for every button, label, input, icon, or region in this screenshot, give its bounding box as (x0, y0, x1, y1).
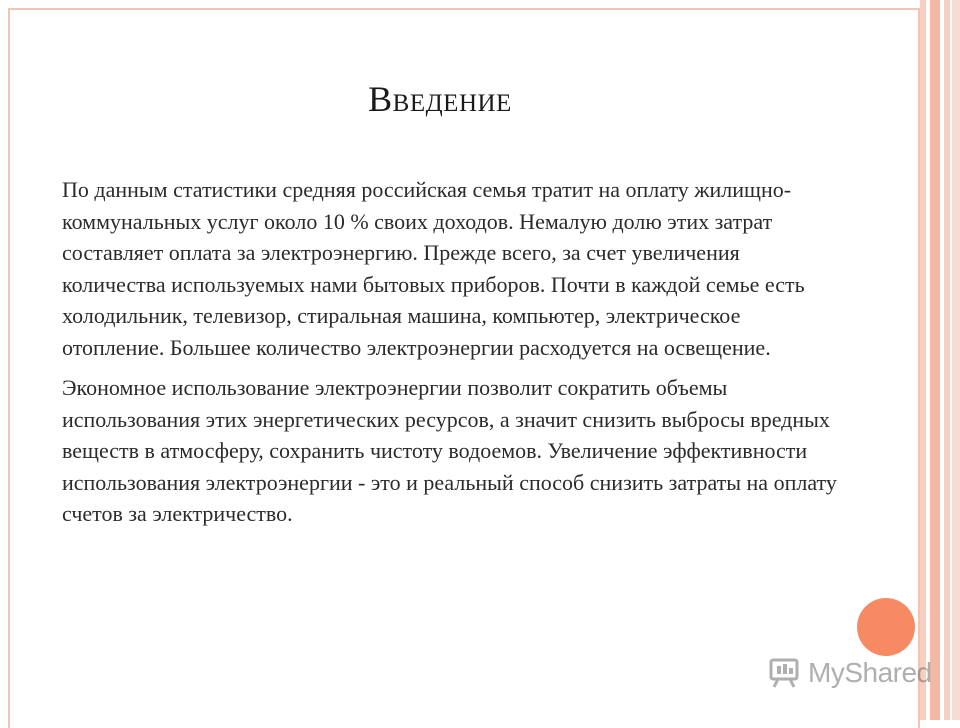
stripe (930, 0, 940, 720)
paragraph-1: По данным статистики средняя российская семья тратит на оплату жилищно-коммунальных услуг около 10 % своих доходов. Немалую долю этих затрат составляет оплата за электроэнергию. Прежде всего, за счет увеличения количества используемых нами бытовых приборов. Почти в каждой семье есть холодильник, телевизор, стиральная машина, компьютер, электрическое отопление. Большее количество электроэнергии расходуется на освещение. (62, 177, 805, 360)
decorative-circle (857, 598, 915, 656)
decorative-stripes (920, 0, 960, 720)
watermark-logo (768, 656, 932, 690)
stripe (944, 0, 950, 720)
slide-body (62, 174, 842, 539)
paragraph-2: Экономное использование электроэнергии позволит сократить объемы использования этих энергетических ресурсов, а значит снизить выбросы вредных веществ в атмосферу, сохранить чистоту водоемов. Увеличение эффективности использования электроэнергии - это и реальный способ снизить затраты на оплату счетов за электричество. (62, 375, 837, 526)
watermark-text: MyShared (808, 657, 932, 688)
stripe (952, 0, 960, 720)
stripe (920, 0, 926, 720)
slide-title: Введение (368, 79, 512, 119)
presentation-board-icon (768, 658, 802, 688)
